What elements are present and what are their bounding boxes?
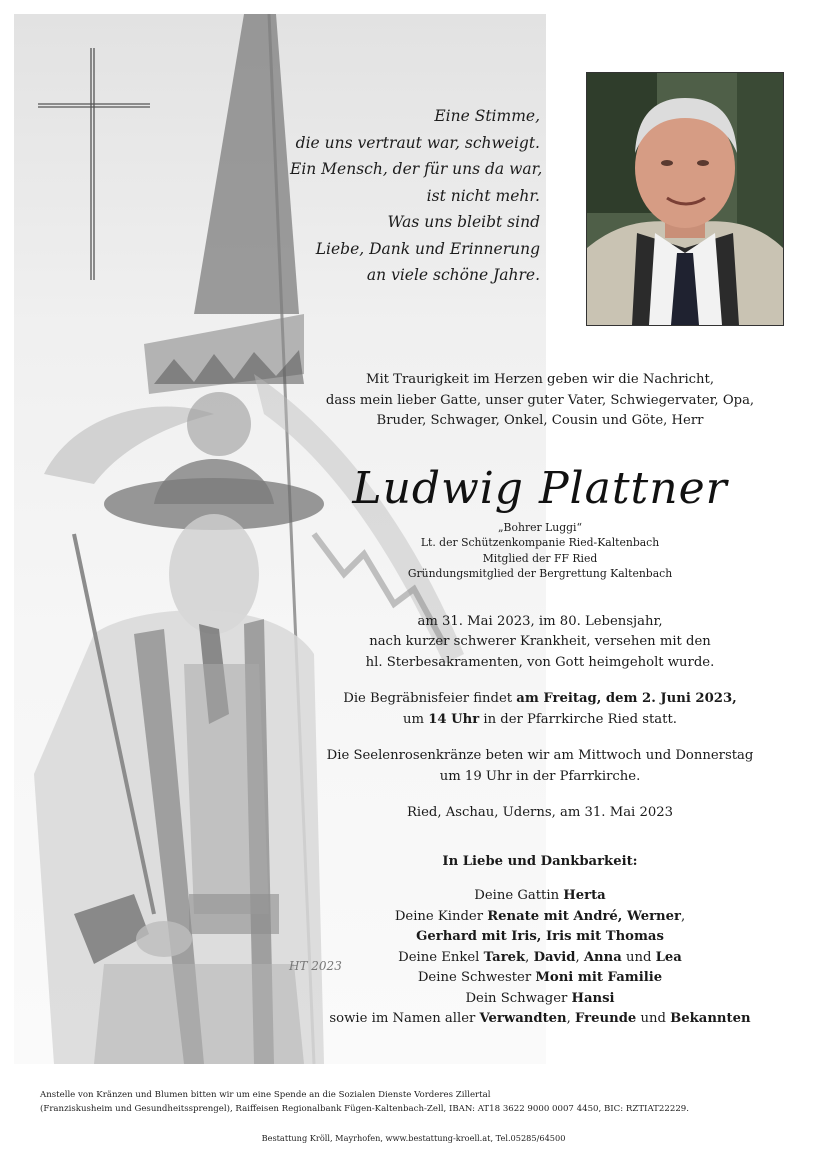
mourner-line: Deine Kinder Renate mit André, Werner, — [394, 908, 686, 924]
footer-line: (Franziskusheim und Gesundheitssprengel), Raiffeisen Regionalbank Fügen-Kaltenbach-Zell, IBAN: AT18 3622 9000 0007 4450, BIC: RZTIAT22229. — [40, 1104, 689, 1114]
poem-line: Ein Mensch, der für uns da war, — [290, 160, 543, 178]
death-line: am 31. Mai 2023, im 80. Lebensjahr, — [417, 613, 663, 629]
poem-line: die uns vertraut war, schweigt. — [295, 133, 540, 152]
funeral-line: Die Begräbnisfeier findet am Freitag, dem 2. Juni 2023, — [343, 691, 737, 706]
artist-signature: HT 2023 — [289, 959, 342, 973]
title-line: Gründungsmitglied der Bergrettung Kaltenbach — [407, 567, 673, 580]
intro-line: Bruder, Schwager, Onkel, Cousin und Göte, Herr — [376, 413, 704, 428]
death-line: hl. Sterbesakramenten, von Gott heimgeholt wurde. — [365, 654, 715, 670]
footer-line: Anstelle von Kränzen und Blumen bitten wir um eine Spende an die Sozialen Dienste Vorderes Zillertal — [40, 1090, 491, 1100]
announcement-text — [300, 370, 780, 1030]
rosary-line: um 19 Uhr in der Pfarrkirche. — [439, 768, 641, 784]
intro-line: dass mein lieber Gatte, unser guter Vater, Schwiegervater, Opa, — [325, 392, 755, 408]
mourner-line: Deine Enkel Tarek, David, Anna und Lea — [398, 949, 682, 965]
poem-line: ist nicht mehr. — [426, 186, 540, 205]
mourner-line: Deine Schwester Moni mit Familie — [417, 970, 663, 985]
poem-line: Was uns bleibt sind — [387, 213, 540, 231]
death-line: nach kurzer schwerer Krankheit, versehen mit den — [369, 634, 711, 649]
intro-line: Mit Traurigkeit im Herzen geben wir die Nachricht, — [365, 372, 715, 387]
rosary-line: Die Seelenrosenkränze beten wir am Mittwoch und Donnerstag — [326, 748, 754, 763]
portrait-photo — [586, 72, 784, 326]
deceased-name: Ludwig Plattner — [352, 462, 728, 514]
gratitude-heading: In Liebe und Dankbarkeit: — [442, 853, 638, 869]
title-line: Mitglied der FF Ried — [482, 551, 598, 565]
title-line: Lt. der Schützenkompanie Ried-Kaltenbach — [420, 536, 660, 549]
funeral-home-imprint: Bestattung Kröll, Mayrhofen, www.bestattung-kroell.at, Tel.05285/64500 — [261, 1133, 566, 1143]
funeral-line: um 14 Uhr in der Pfarrkirche Ried statt. — [403, 711, 677, 727]
poem-line: an viele schöne Jahre. — [366, 266, 540, 284]
poem-line: Liebe, Dank und Erinnerung — [315, 239, 540, 258]
mourner-line: Deine Gattin Herta — [474, 888, 606, 903]
mourner-line: sowie im Namen aller Verwandten, Freunde und Bekannten — [329, 1011, 751, 1026]
donation-note — [40, 1088, 800, 1116]
poem-line: Eine Stimme, — [434, 107, 540, 125]
place-date: Ried, Aschau, Uderns, am 31. Mai 2023 — [406, 805, 674, 820]
cross-icon — [38, 48, 150, 280]
title-line: „Bohrer Luggi“ — [497, 520, 583, 534]
deceased-titles — [300, 520, 780, 582]
mourner-line: Dein Schwager Hansi — [465, 990, 615, 1006]
mourner-line: Gerhard mit Iris, Iris mit Thomas — [416, 929, 664, 944]
memorial-poem — [290, 103, 543, 289]
